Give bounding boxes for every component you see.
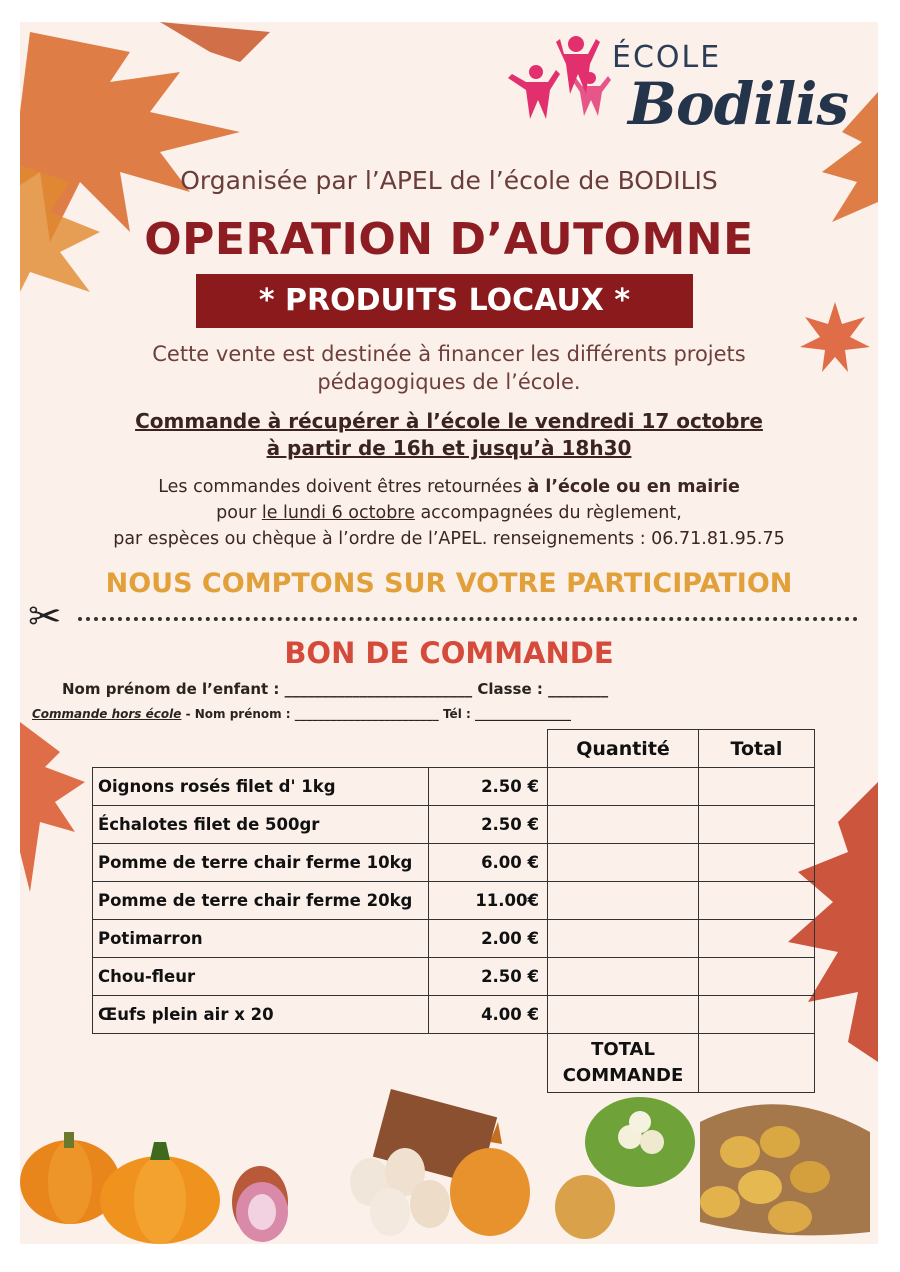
pickup-info	[20, 408, 878, 462]
product-price: 2.50 €	[429, 768, 548, 806]
scissors-icon: ✂	[28, 595, 62, 639]
total-cell[interactable]	[699, 920, 815, 958]
pickup-line-2: à partir de 16h et jusqu’à 18h30	[266, 436, 632, 460]
header-quantity: Quantité	[548, 730, 699, 768]
return-line-1a: Les commandes doivent êtres retournées	[158, 477, 528, 497]
pickup-line-1: Commande à récupérer à l’école le vendredi 17 octobre	[135, 409, 763, 433]
quantity-cell[interactable]	[548, 996, 699, 1034]
product-name: Pomme de terre chair ferme 20kg	[93, 882, 429, 920]
header-total: Total	[699, 730, 815, 768]
description-line-2: pédagogiques de l’école.	[317, 370, 581, 394]
maple-leaf-icon	[20, 722, 90, 892]
total-label-line-2: COMMANDE	[562, 1065, 684, 1086]
outside-order-rest: - Nom prénom : ________________________ Tél : ________________	[181, 707, 571, 721]
vegetables-illustration	[20, 1082, 878, 1244]
quantity-cell[interactable]	[548, 768, 699, 806]
product-name: Potimarron	[93, 920, 429, 958]
banner-local-products: * PRODUITS LOCAUX *	[196, 274, 693, 328]
total-cell[interactable]	[699, 882, 815, 920]
pumpkin-icon	[100, 1142, 220, 1244]
quantity-cell[interactable]	[548, 844, 699, 882]
table-row	[93, 806, 815, 844]
header-blank	[429, 730, 548, 768]
table-row	[93, 996, 815, 1034]
potato-icon	[700, 1104, 870, 1235]
return-line-2	[20, 500, 878, 526]
header-blank	[93, 730, 429, 768]
total-cell[interactable]	[699, 844, 815, 882]
return-location: à l’école ou en mairie	[527, 477, 740, 497]
product-price: 11.00€	[429, 882, 548, 920]
product-name: Chou-fleur	[93, 958, 429, 996]
product-price: 4.00 €	[429, 996, 548, 1034]
participation-heading: NOUS COMPTONS SUR VOTRE PARTICIPATION	[105, 568, 793, 599]
table-row	[93, 882, 815, 920]
outside-order-field	[32, 707, 571, 721]
description-line-1: Cette vente est destinée à financer les différents projets	[152, 342, 746, 366]
product-price: 2.00 €	[429, 920, 548, 958]
product-price: 2.50 €	[429, 806, 548, 844]
cut-line	[78, 617, 858, 621]
total-cell[interactable]	[699, 806, 815, 844]
order-table	[92, 729, 815, 1093]
return-line-1	[20, 474, 878, 500]
product-name: Oignons rosés filet d' 1kg	[93, 768, 429, 806]
table-row	[93, 844, 815, 882]
return-line-3: par espèces ou chèque à l’ordre de l’APEL. renseignements : 06.71.81.95.75	[113, 529, 785, 549]
product-name: Échalotes filet de 500gr	[93, 806, 429, 844]
cauliflower-icon	[585, 1097, 695, 1187]
quantity-cell[interactable]	[548, 806, 699, 844]
product-price: 2.50 €	[429, 958, 548, 996]
total-cell[interactable]	[699, 958, 815, 996]
description	[20, 340, 878, 396]
logo-ecole-text: ÉCOLE	[612, 40, 722, 75]
order-form-title: BON DE COMMANDE	[284, 636, 614, 670]
logo-school-name: Bodilis	[628, 70, 849, 138]
child-name-field: Nom prénom de l’enfant : _________________________ Classe : ________	[62, 680, 609, 698]
return-line-2a: pour	[216, 503, 262, 523]
quantity-cell[interactable]	[548, 882, 699, 920]
return-info	[20, 474, 878, 552]
total-cell[interactable]	[699, 768, 815, 806]
outside-order-label: Commande hors école	[32, 707, 182, 721]
table-row	[93, 958, 815, 996]
table-header-row	[93, 730, 815, 768]
product-price: 6.00 €	[429, 844, 548, 882]
table-row	[93, 768, 815, 806]
shallot-icon	[232, 1166, 288, 1242]
page-title: OPERATION D’AUTOMNE	[144, 214, 754, 265]
people-logo-icon	[498, 34, 618, 134]
return-line-2c: accompagnées du règlement,	[414, 503, 682, 523]
product-name: Œufs plein air x 20	[93, 996, 429, 1034]
table-row	[93, 920, 815, 958]
total-label-line-1: TOTAL	[591, 1039, 655, 1060]
flyer-page	[20, 22, 878, 1244]
organiser-text: Organisée par l’APEL de l’école de BODILIS	[180, 166, 718, 195]
quantity-cell[interactable]	[548, 920, 699, 958]
total-cell[interactable]	[699, 996, 815, 1034]
return-deadline: le lundi 6 octobre	[261, 503, 415, 523]
quantity-cell[interactable]	[548, 958, 699, 996]
product-name: Pomme de terre chair ferme 10kg	[93, 844, 429, 882]
